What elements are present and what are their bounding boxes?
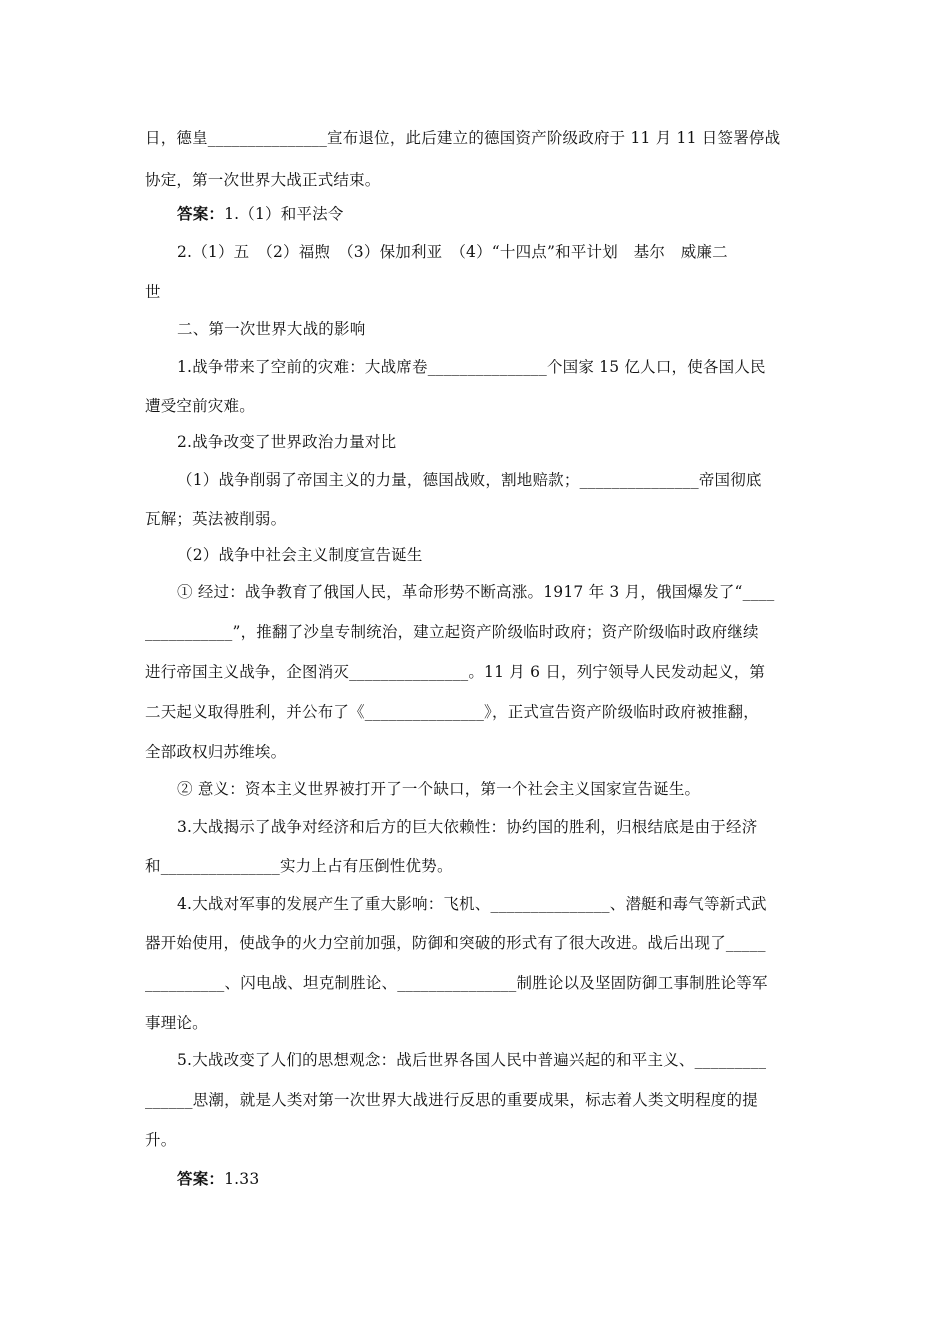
text-line: 2.（1）五 （2）福煦 （3）保加利亚 （4）“十四点”和平计划 基尔 威廉二 (177, 243, 728, 261)
text-line: 协定，第一次世界大战正式结束。 (145, 171, 381, 189)
text-line: ② 意义：资本主义世界被打开了一个缺口，第一个社会主义国家宣告诞生。 (177, 780, 701, 798)
text-line: 进行帝国主义战争，企图消灭_______________。11 月 6 日，列宁领导人民发动起义，第 (145, 663, 766, 681)
text-line: ______思潮，就是人类对第一次世界大战进行反思的重要成果，标志着人类文明程度的提 (145, 1091, 758, 1109)
text-line: ① 经过：战争教育了俄国人民，革命形势不断高涨。1917 年 3 月，俄国爆发了“____ (177, 583, 775, 601)
text-line: 和_______________实力上占有压倒性优势。 (145, 857, 453, 875)
text-line: 瓦解；英法被削弱。 (145, 510, 287, 528)
text-line: 3.大战揭示了战争对经济和后方的巨大依赖性：协约国的胜利，归根结底是由于经济 (177, 818, 758, 836)
text-line: 2.战争改变了世界政治力量对比 (177, 433, 397, 451)
text-line: 全部政权归苏维埃。 (145, 743, 287, 761)
text-line: 世 (145, 283, 161, 301)
text-line: 事理论。 (145, 1014, 208, 1032)
answer-line (177, 1169, 259, 1189)
text-line: 器开始使用，使战争的火力空前加强，防御和突破的形式有了很大改进。战后出现了_____ (145, 934, 766, 952)
text-line: 遭受空前灾难。 (145, 397, 255, 415)
text-line: 1.战争带来了空前的灾难：大战席卷_______________个国家 15 亿人口，使各国人民 (177, 358, 766, 376)
text-line: 升。 (145, 1131, 177, 1149)
answer-text: 1.（1）和平法令 (224, 205, 344, 223)
text-line: 5.大战改变了人们的思想观念：战后世界各国人民中普遍兴起的和平主义、_________ (177, 1051, 767, 1069)
answer-label: 答案： (177, 1169, 225, 1188)
section-heading: 二、第一次世界大战的影响 (177, 320, 366, 338)
text-line: 4.大战对军事的发展产生了重大影响：飞机、_______________、潜艇和毒气等新式武 (177, 895, 767, 913)
answer-line (177, 204, 344, 224)
answer-text: 1.33 (224, 1170, 260, 1188)
text-line: 二天起义取得胜利，并公布了《_______________》，正式宣告资产阶级临时政府被推翻， (145, 703, 759, 721)
text-line: （1）战争削弱了帝国主义的力量，德国战败，割地赔款；_______________帝国彻底 (177, 471, 762, 489)
answer-label: 答案： (177, 204, 225, 223)
text-line: （2）战争中社会主义制度宣告诞生 (177, 546, 423, 564)
text-line: ___________”，推翻了沙皇专制统治，建立起资产阶级临时政府；资产阶级临时政府继续 (145, 623, 759, 641)
text-line: __________、闪电战、坦克制胜论、_______________制胜论以及坚固防御工事制胜论等军 (145, 974, 768, 992)
text-line: 日，德皇_______________宣布退位，此后建立的德国资产阶级政府于 11 月 11 日签署停战 (145, 129, 781, 147)
